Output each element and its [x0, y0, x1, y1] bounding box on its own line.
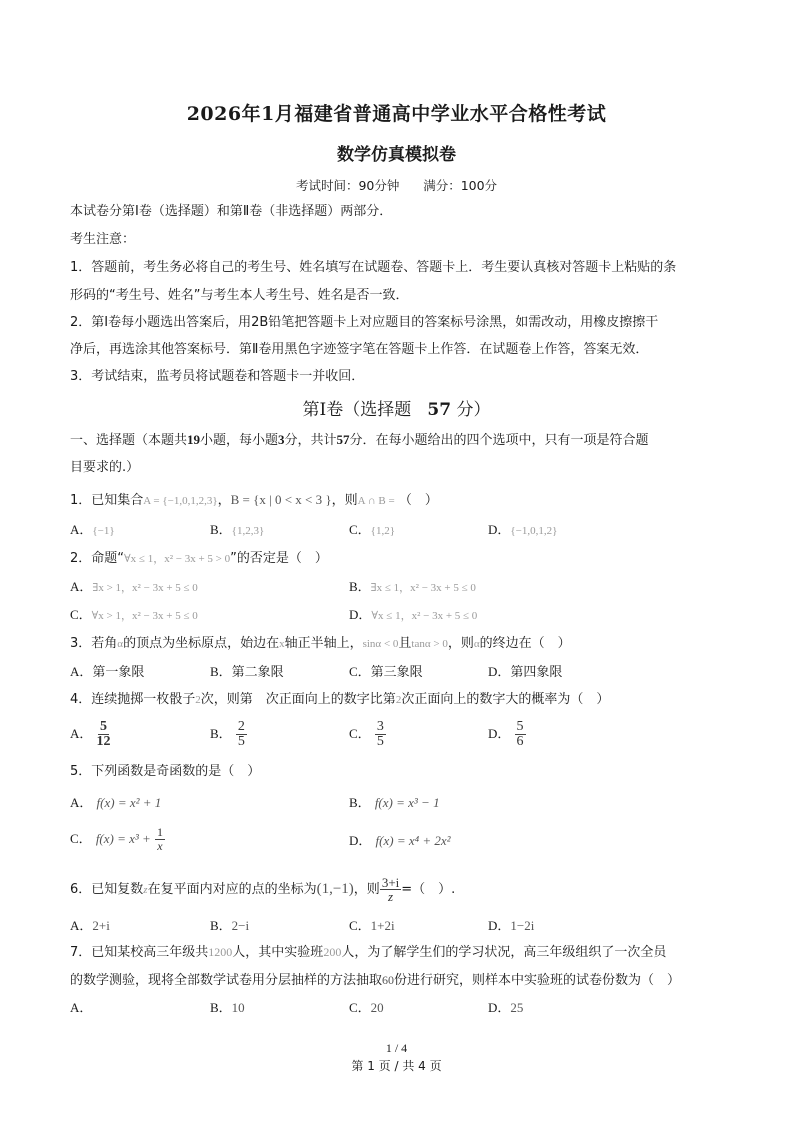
question-6: 6．已知复数z在复平面内对应的点的坐标为(1,−1)，则 $\frac{3+i}{z}$ =（ ）. [70, 875, 456, 904]
q3-option-d[interactable]: D．第四象限 [488, 664, 563, 680]
fraction: $\frac{3}{5}$ [376, 719, 384, 749]
question-3: 3．若角α的顶点为坐标原点，始边在x轴正半轴上，sinα < 0且tanα > 0，则α的终边在（ ） [70, 636, 571, 651]
question-5: 5．下列函数是奇函数的是（ ） [70, 764, 261, 779]
q3-option-b[interactable]: B．第二象限 [210, 664, 284, 680]
q6-option-a[interactable]: A．2+i [70, 918, 110, 933]
exam-meta [0, 176, 793, 194]
part-instructions-cont: 目要求的.） [70, 460, 140, 475]
fraction: $\frac{5}{6}$ [516, 719, 524, 749]
full-score: 满分：100分 [423, 178, 498, 193]
q6-option-b[interactable]: B．2−i [210, 918, 250, 933]
q6-option-c[interactable]: C．1+2i [349, 918, 395, 933]
fraction: $\frac{2}{5}$ [237, 719, 245, 749]
q1-option-b[interactable]: B．{1,2,3} [210, 522, 265, 537]
q4-option-d[interactable]: D． $\frac{5}{6}$ [488, 719, 524, 749]
q1-option-d[interactable]: D．{−1,0,1,2} [488, 522, 558, 537]
q4-option-c[interactable]: C． $\frac{3}{5}$ [349, 719, 384, 749]
q4-option-b[interactable]: B． $\frac{2}{5}$ [210, 719, 245, 749]
q7-option-a[interactable]: A． [70, 1000, 93, 1015]
q7-option-b[interactable]: B．10 [210, 1000, 245, 1015]
page-fraction: 1 / 4 [385, 1041, 408, 1055]
q6-option-d[interactable]: D．1−2i [488, 918, 535, 933]
q1-option-c[interactable]: C．{1,2} [349, 522, 395, 537]
fraction: $\frac{3+i}{z}$ [381, 875, 400, 904]
notice-item: 2．第Ⅰ卷每小题选出答案后，用2B铅笔把答题卡上对应题目的答案标号涂黑，如需改动，用橡皮擦擦干 [70, 315, 659, 330]
intro-text: 本试卷分第Ⅰ卷（选择题）和第Ⅱ卷（非选择题）两部分． [70, 204, 393, 219]
q4-option-a[interactable]: A． $\frac{5}{12}$ [70, 719, 111, 749]
question-2: 2．命题“∀x ≤ 1，x² − 3x + 5 > 0”的否定是（ ） [70, 551, 328, 566]
exam-time: 考试时间：90分钟 [295, 178, 400, 193]
question-7-cont: 的数学测验，现将全部数学试卷用分层抽样的方法抽取60份进行研究，则样本中实验班的试卷份数为（ ） [70, 973, 681, 988]
q2-option-d[interactable]: D．∀x ≤ 1，x² − 3x + 5 ≤ 0 [349, 607, 478, 622]
fraction: $\frac{1}{x}$ [156, 825, 163, 853]
exam-title: 2026年1月福建省普通高中学业水平合格性考试 [186, 103, 607, 125]
notice-heading: 考生注意： [70, 232, 136, 247]
q1-option-a[interactable]: A．{−1} [70, 522, 115, 537]
q5-option-d[interactable]: D． f(x) = x⁴ + 2x² [349, 833, 451, 848]
question-4: 4．连续抛掷一枚骰子2次，则第 次正面向上的数字比第2次正面向上的数字大的概率为（ ） [70, 692, 610, 707]
page-number: 第 1 页 / 共 4 页 [351, 1059, 442, 1073]
q2-option-a[interactable]: A．∃x > 1，x² − 3x + 5 ≤ 0 [70, 579, 198, 594]
notice-item: 形码的“考生号、姓名”与考生本人考生号、姓名是否一致． [70, 288, 409, 303]
question-7: 7．已知某校高三年级共1200人，其中实验班200人，为了解学生们的学习状况，高三年级组织了一次全员 [70, 945, 667, 960]
q7-option-d[interactable]: D．25 [488, 1000, 524, 1015]
fraction: $\frac{5}{12}$ [96, 719, 111, 749]
q5-option-c[interactable]: C． f(x) = x³ + $\frac{1}{x}$ [70, 825, 163, 853]
q7-option-c[interactable]: C．20 [349, 1000, 384, 1015]
q5-option-b[interactable]: B． f(x) = x³ − 1 [349, 795, 440, 810]
q5-option-a[interactable]: A． f(x) = x² + 1 [70, 795, 162, 810]
q2-option-c[interactable]: C．∀x > 1，x² − 3x + 5 ≤ 0 [70, 607, 198, 622]
exam-subtitle: 数学仿真模拟卷 [337, 145, 456, 165]
section-heading: 第Ⅰ卷（选择题 57 分） [302, 400, 491, 420]
notice-item: 净后，再选涂其他答案标号．第Ⅱ卷用黑色字迹签字笔在答题卡上作答．在试题卷上作答，答案无效． [70, 342, 649, 357]
q3-option-c[interactable]: C．第三象限 [349, 664, 423, 680]
q2-option-b[interactable]: B．∃x ≤ 1，x² − 3x + 5 ≤ 0 [349, 579, 476, 594]
q3-option-a[interactable]: A．第一象限 [70, 664, 145, 680]
question-1: 1．已知集合A = {−1,0,1,2,3}，B = {x | 0 < x < 3 }，则A ∩ B = （ ） [70, 492, 438, 508]
notice-item: 3．考试结束，监考员将试题卷和答题卡一并收回． [70, 369, 365, 384]
part-instructions: 一、选择题（本题共19小题，每小题3分，共计57分．在每小题给出的四个选项中，只有一项是符合题 [70, 432, 649, 448]
notice-item: 1．答题前，考生务必将自己的考生号、姓名填写在试题卷、答题卡上．考生要认真核对答题卡上粘贴的条 [70, 260, 677, 275]
